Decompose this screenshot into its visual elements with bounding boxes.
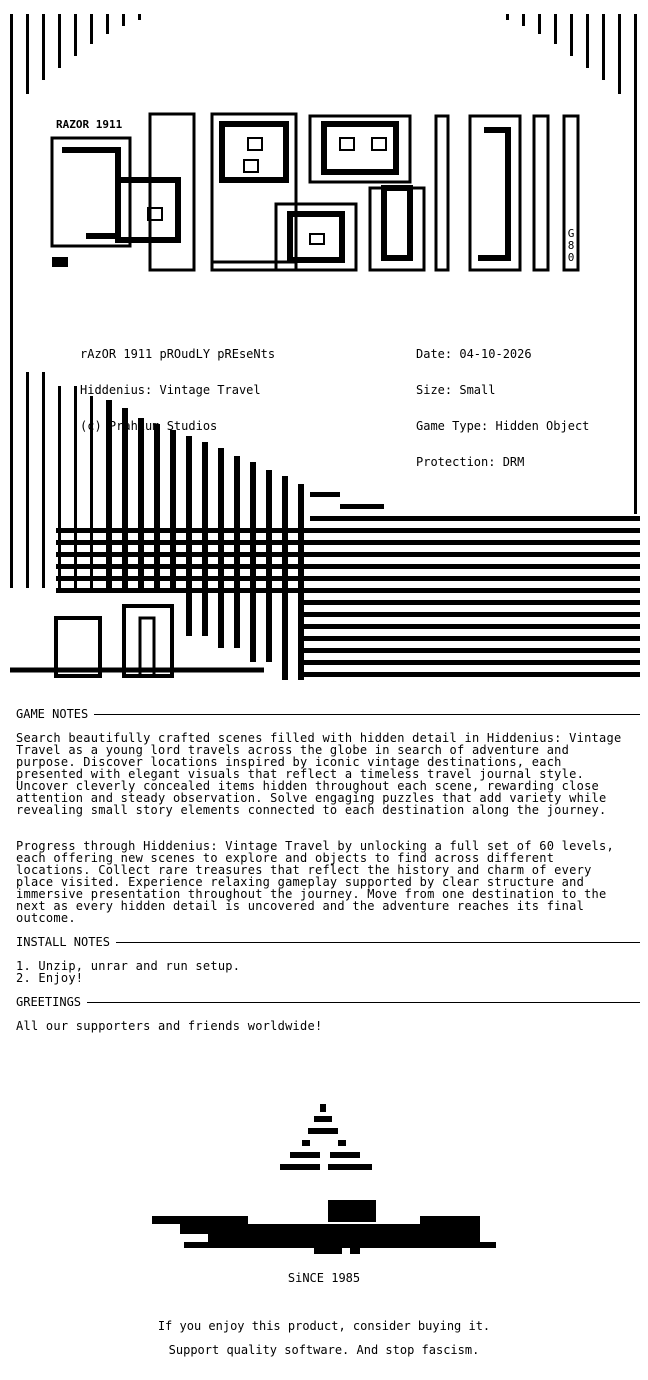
greetings-text: All our supporters and friends worldwide! <box>16 1019 323 1033</box>
cracker-tag: G80 <box>567 227 575 264</box>
install-notes-heading <box>16 936 640 948</box>
install-step-2: 2. Enjoy! <box>16 971 84 985</box>
game-notes-title: GAME NOTES <box>16 708 94 720</box>
mini-logo <box>10 606 264 676</box>
section-divider <box>87 1002 640 1003</box>
greetings-title: GREETINGS <box>16 996 87 1008</box>
release-size-line: Size: Small <box>416 383 496 397</box>
release-title-line: Hiddenius: Vintage Travel <box>80 383 261 397</box>
release-copyright-line: (c) Prahium Studios <box>80 419 218 433</box>
footer-line-1: If you enjoy this product, consider buying it. <box>157 1319 491 1333</box>
game-notes-paragraph-1: Search beautifully crafted scenes filled with hidden detail in Hiddenius: Vintage Travel as a young lord travels across the globe in search of adventure and purpose. Discover locations inspired by iconic vintage destinations, each presented with elegant visuals that reflect a timeless travel journal style. Uncover cleverly concealed items hidden throughout each scene, rewarding close attention and steady observation. Solve engaging puzzles that add variety while revealing small story elements connected to each destination along the journey. <box>16 731 622 817</box>
border-dots-right <box>634 14 637 514</box>
game-notes-heading <box>16 708 640 720</box>
release-info-left <box>80 324 275 444</box>
release-date-line: Date: 04-10-2026 <box>416 347 532 361</box>
install-notes-title: INSTALL NOTES <box>16 936 116 948</box>
footer-line-2: Support quality software. And stop fascism. <box>168 1343 480 1357</box>
release-protection-line: Protection: DRM <box>416 455 525 469</box>
triforce-icon <box>280 1104 372 1170</box>
group-name: RAZOR 1911 <box>56 118 123 131</box>
footer-ascii-art <box>0 1090 648 1290</box>
greetings-heading <box>16 996 640 1008</box>
razor-footer-logo <box>152 1200 496 1254</box>
game-notes-paragraph-2: Progress through Hiddenius: Vintage Travel by unlocking a full set of 60 levels, each offering new scenes to explore and objects to find across different locations. Collect rare treasures that reflect the history and charm of every place visited. Experience relaxing gameplay supported by clear structure and immersive presentation throughout the journey. Move from one destination to the next as every hidden detail is uncovered and the adventure reaches its final outcome. <box>16 839 614 925</box>
since-label: SiNCE 1985 <box>287 1271 361 1285</box>
corner-stair-right <box>506 14 621 94</box>
razor-maze-logo <box>52 114 578 270</box>
border-dots-left <box>10 14 13 588</box>
release-info-right <box>416 324 589 480</box>
corner-stair-left <box>26 14 141 94</box>
install-step-1: 1. Unzip, unrar and run setup. <box>16 959 241 973</box>
release-type-line: Game Type: Hidden Object <box>416 419 590 433</box>
section-divider <box>116 942 640 943</box>
section-divider <box>94 714 640 715</box>
release-presents-line: rAzOR 1911 pROudLY pREseNts <box>80 347 276 361</box>
